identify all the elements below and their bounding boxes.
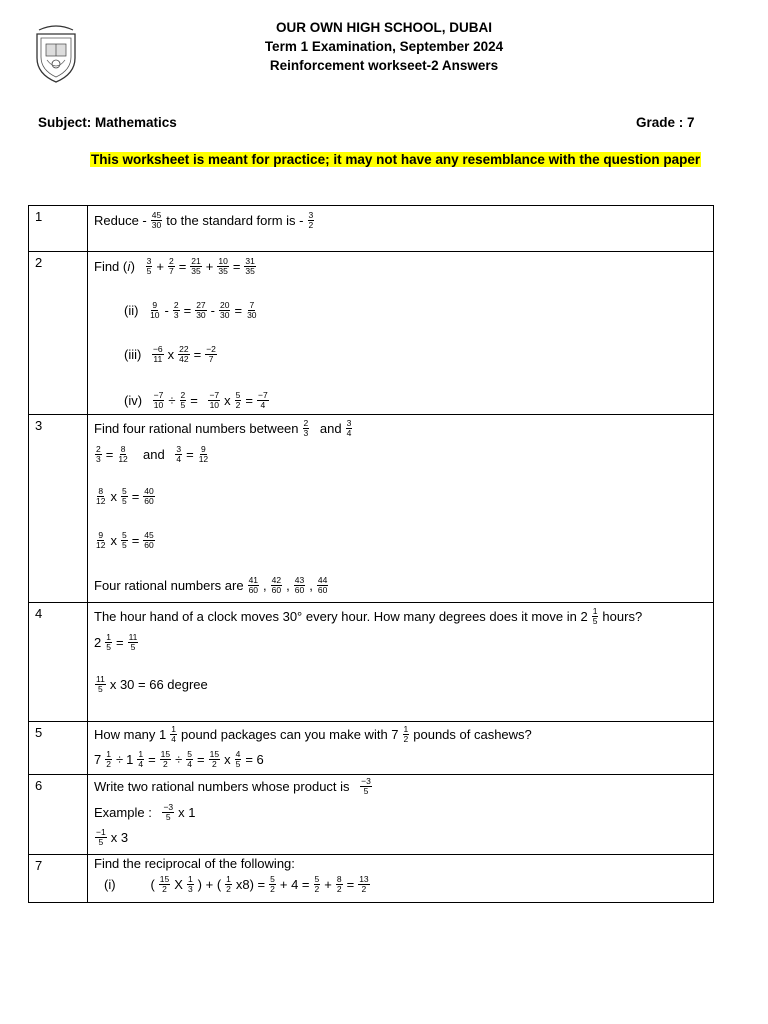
denominator: 3 <box>173 310 179 320</box>
numerator: 2 <box>303 418 309 428</box>
denominator: 2 <box>162 884 167 894</box>
numerator: 8 <box>98 486 104 496</box>
math-text: pound packages can you make with 7 <box>180 727 399 742</box>
fraction <box>175 445 182 464</box>
denominator: 5 <box>106 642 111 652</box>
numerator: 2 <box>180 390 186 400</box>
numerator: 1 <box>138 749 144 759</box>
fraction <box>152 345 164 364</box>
math-text: x <box>110 489 117 504</box>
subject-label: Subject: Mathematics <box>38 115 177 130</box>
q7-question <box>94 856 295 871</box>
math-text: = <box>148 752 156 767</box>
numerator: 9 <box>152 300 158 310</box>
math-text: Write two rational numbers whose product is <box>94 779 350 794</box>
denominator: 5 <box>592 616 598 626</box>
numerator: 10 <box>218 256 228 266</box>
numerator: 2 <box>173 300 179 310</box>
denominator: 11 <box>153 354 163 364</box>
numerator: 5 <box>314 874 320 884</box>
question-number: 3 <box>29 415 88 603</box>
q3-line-2 <box>94 445 210 464</box>
numerator: 2 <box>96 444 101 454</box>
math-text: = <box>346 877 355 892</box>
numerator: 22 <box>179 344 189 354</box>
fraction <box>95 487 106 506</box>
denominator: 60 <box>144 540 154 550</box>
math-text: Four rational numbers are <box>94 578 244 593</box>
numerator: 45 <box>144 530 154 540</box>
numerator: 9 <box>201 444 206 454</box>
denominator: 60 <box>317 585 328 595</box>
numerator: 2 <box>168 256 174 266</box>
denominator: 3 <box>303 428 309 438</box>
math-text: = <box>245 393 253 408</box>
school-name: OUR OWN HIGH SCHOOL, DUBAI <box>276 20 492 35</box>
question-row <box>29 855 714 903</box>
numerator: 11 <box>96 674 105 684</box>
math-text: + 4 = <box>279 877 310 892</box>
fraction <box>149 301 160 320</box>
numerator: 8 <box>336 874 342 884</box>
math-text: - <box>164 303 169 318</box>
denominator: 7 <box>208 354 214 364</box>
fraction <box>269 875 276 894</box>
denominator: 12 <box>198 454 209 464</box>
denominator: 4 <box>171 734 176 744</box>
numerator: 3 <box>308 210 314 220</box>
math-text: Find (𝑖) <box>94 258 135 274</box>
fraction <box>244 257 255 276</box>
math-text: x <box>110 533 117 548</box>
fraction <box>105 750 112 769</box>
question-row <box>29 415 714 603</box>
denominator: 5 <box>121 496 127 506</box>
math-text: x8) = <box>235 877 266 892</box>
math-text: x 3 <box>110 830 129 845</box>
denominator: 35 <box>191 266 201 276</box>
math-text: and <box>143 447 165 462</box>
math-text: (iii) <box>124 347 142 362</box>
denominator: 60 <box>294 585 305 595</box>
numerator: 44 <box>317 575 328 585</box>
math-text: ÷ <box>115 752 124 767</box>
numerator: 15 <box>160 749 171 759</box>
math-text: ÷ <box>175 752 183 767</box>
denominator: 10 <box>153 400 164 410</box>
fraction <box>198 445 209 464</box>
math-text: How many 1 <box>94 727 167 742</box>
fraction <box>186 750 193 769</box>
fraction <box>308 211 315 230</box>
fraction <box>95 531 106 550</box>
numerator: 20 <box>220 300 230 310</box>
denominator: 2 <box>211 759 217 769</box>
math-text: + <box>156 259 164 274</box>
fraction <box>314 875 321 894</box>
worksheet-title: Reinforcement workseet-2 Answers <box>269 58 499 73</box>
q5-answer <box>94 750 264 769</box>
denominator: 5 <box>98 684 103 694</box>
numerator: 3 <box>346 418 352 428</box>
q1-text-2: to the standard form is - <box>166 213 304 228</box>
denominator: 5 <box>121 540 127 550</box>
denominator: 10 <box>209 400 220 410</box>
denominator: 5 <box>146 266 152 276</box>
denominator: 2 <box>226 884 231 894</box>
numerator: 8 <box>120 444 126 454</box>
math-text: (ii) <box>124 303 139 318</box>
denominator: 5 <box>363 786 369 796</box>
fraction <box>180 391 187 410</box>
math-text: pounds of cashews? <box>413 727 532 742</box>
fraction <box>358 875 369 894</box>
q2-part-iii <box>124 345 218 364</box>
math-text: = <box>178 259 187 274</box>
math-text: 2 <box>94 635 102 650</box>
numerator: 15 <box>159 874 170 884</box>
math-text: = <box>115 635 124 650</box>
numerator: 21 <box>191 256 201 266</box>
numerator: 13 <box>359 874 369 884</box>
numerator: −7 <box>153 390 164 400</box>
fraction <box>303 419 310 438</box>
numerator: 5 <box>235 390 241 400</box>
answer-table <box>28 205 714 903</box>
q1-text: Reduce - <box>94 213 147 228</box>
question-row <box>29 206 714 252</box>
fraction <box>336 875 343 894</box>
math-text: ÷ <box>168 393 176 408</box>
fraction <box>95 828 107 847</box>
q3-question <box>94 419 353 438</box>
fraction <box>121 487 128 506</box>
math-text: x 1 <box>178 805 196 820</box>
fraction <box>235 391 242 410</box>
numerator: 4 <box>235 749 241 759</box>
numerator: 15 <box>209 749 220 759</box>
numerator: 7 <box>249 300 255 310</box>
numerator: 41 <box>248 575 259 585</box>
fraction <box>209 750 220 769</box>
math-text: 7 <box>94 752 102 767</box>
denominator: 10 <box>150 310 160 320</box>
exam-title: Term 1 Examination, September 2024 <box>264 39 504 54</box>
numerator: −3 <box>163 802 174 812</box>
fraction <box>294 576 305 595</box>
question-number: 2 <box>29 252 88 415</box>
denominator: 60 <box>248 585 259 595</box>
math-text: ( <box>150 877 155 892</box>
math-text: Example : <box>94 805 152 820</box>
fraction <box>95 675 106 694</box>
math-text: = <box>186 447 194 462</box>
denominator: 30 <box>220 310 230 320</box>
denominator: 2 <box>106 759 111 769</box>
q6-example <box>94 803 195 822</box>
math-text: = <box>232 259 241 274</box>
fraction <box>271 576 282 595</box>
fraction <box>205 345 217 364</box>
denominator: 2 <box>403 734 409 744</box>
question-number: 7 <box>29 855 88 903</box>
numerator: 3 <box>146 256 152 266</box>
math-text: + <box>324 877 332 892</box>
denominator: 12 <box>96 540 106 550</box>
numerator: 5 <box>270 874 275 884</box>
fraction <box>151 211 162 230</box>
fraction <box>117 445 128 464</box>
denominator: 30 <box>196 310 206 320</box>
question-row <box>29 252 714 415</box>
math-text: - <box>210 303 216 318</box>
math-text: hours? <box>602 609 643 624</box>
q6-question <box>94 777 373 796</box>
numerator: 40 <box>144 486 154 496</box>
numerator: 9 <box>98 530 104 540</box>
math-text: x <box>167 347 175 362</box>
fraction <box>195 301 206 320</box>
numerator: −2 <box>206 344 216 354</box>
numerator: 1 <box>171 724 176 734</box>
fraction <box>403 725 410 744</box>
math-text: Find four rational numbers between <box>94 421 299 436</box>
math-text: = 6 <box>245 752 264 767</box>
q6-example-2 <box>94 828 128 847</box>
denominator: 4 <box>138 759 144 769</box>
math-text: = <box>197 752 205 767</box>
fraction <box>137 750 144 769</box>
denominator: 30 <box>247 310 257 320</box>
numerator: 1 <box>226 874 231 884</box>
math-text: The hour hand of a clock moves 30° every hour. How many degrees does it move in 2 <box>94 609 588 624</box>
denominator: 12 <box>96 496 106 506</box>
denominator: 2 <box>163 759 168 769</box>
question-number: 1 <box>29 206 88 252</box>
denominator: 5 <box>165 812 171 822</box>
numerator: −7 <box>209 390 220 400</box>
math-text: and <box>319 421 342 436</box>
numerator: 45 <box>151 210 162 220</box>
question-number: 6 <box>29 775 88 855</box>
math-text: Find the reciprocal of the following: <box>94 856 295 871</box>
math-text: = <box>193 347 202 362</box>
denominator: 42 <box>179 354 189 364</box>
math-text: , <box>263 578 267 593</box>
denominator: 60 <box>271 585 282 595</box>
question-number: 5 <box>29 722 88 775</box>
numerator: 5 <box>121 530 127 540</box>
fraction <box>95 445 102 464</box>
fraction <box>360 777 372 796</box>
numerator: 1 <box>592 606 598 616</box>
math-text: x <box>224 393 231 408</box>
fraction <box>128 633 139 652</box>
q5-question <box>94 725 532 744</box>
q3-answer <box>94 576 329 595</box>
q4-question <box>94 607 642 626</box>
numerator: 31 <box>245 256 255 266</box>
denominator: 30 <box>151 220 162 230</box>
q4-answer <box>94 675 208 694</box>
q2-part-i <box>94 257 257 276</box>
denominator: 5 <box>130 642 136 652</box>
denominator: 2 <box>336 884 342 894</box>
numerator: −6 <box>152 344 163 354</box>
numerator: 5 <box>187 749 193 759</box>
math-text: x 30 = 66 degree <box>109 677 208 692</box>
fraction <box>168 257 175 276</box>
denominator: 7 <box>168 266 174 276</box>
denominator: 35 <box>218 266 228 276</box>
fraction <box>225 875 232 894</box>
numerator: 1 <box>106 632 111 642</box>
denominator: 3 <box>96 454 101 464</box>
fraction <box>235 750 242 769</box>
denominator: 12 <box>118 454 128 464</box>
fraction <box>105 633 112 652</box>
fraction <box>146 257 153 276</box>
question-row <box>29 603 714 722</box>
numerator: 5 <box>121 486 127 496</box>
fraction <box>143 531 154 550</box>
denominator: 2 <box>361 884 367 894</box>
numerator: 1 <box>187 874 193 884</box>
math-text: + <box>205 259 214 274</box>
fraction <box>159 875 170 894</box>
q7-part-i <box>104 875 371 894</box>
denominator: 5 <box>180 400 186 410</box>
math-text: 1 <box>126 752 134 767</box>
fraction <box>219 301 230 320</box>
denominator: 3 <box>187 884 193 894</box>
fraction <box>160 750 171 769</box>
fraction <box>173 301 180 320</box>
fraction <box>592 607 599 626</box>
math-text: = <box>131 489 140 504</box>
denominator: 2 <box>308 220 314 230</box>
q2-part-ii <box>124 301 259 320</box>
grade-label: Grade : 7 <box>636 115 695 130</box>
math-text: = <box>234 303 243 318</box>
math-text: X <box>174 877 183 892</box>
fraction <box>208 391 220 410</box>
denominator: 5 <box>98 837 104 847</box>
denominator: 5 <box>235 759 241 769</box>
q4-line-2 <box>94 633 139 652</box>
q2-part-iv <box>124 391 270 410</box>
math-text: x <box>224 752 231 767</box>
math-text: , <box>286 578 290 593</box>
numerator: −1 <box>96 827 106 837</box>
question-number: 4 <box>29 603 88 722</box>
math-text: (i) <box>104 877 116 892</box>
math-text: = <box>105 447 114 462</box>
numerator: −3 <box>361 776 371 786</box>
fraction <box>153 391 165 410</box>
denominator: 35 <box>245 266 255 276</box>
question-row <box>29 775 714 855</box>
math-text: = <box>131 533 140 548</box>
fraction <box>257 391 269 410</box>
fraction <box>317 576 328 595</box>
fraction <box>121 531 128 550</box>
fraction <box>170 725 177 744</box>
fraction <box>178 345 189 364</box>
math-text: = <box>190 393 198 408</box>
numerator: 1 <box>106 749 111 759</box>
numerator: 11 <box>128 632 138 642</box>
denominator: 60 <box>144 496 154 506</box>
fraction <box>346 419 353 438</box>
practice-note: This worksheet is meant for practice; it may not have any resemblance with the question paper <box>91 152 701 167</box>
denominator: 2 <box>235 400 241 410</box>
fraction <box>217 257 228 276</box>
denominator: 2 <box>270 884 275 894</box>
denominator: 4 <box>260 400 266 410</box>
denominator: 4 <box>346 428 352 438</box>
fraction <box>246 301 257 320</box>
question-row <box>29 722 714 775</box>
fraction <box>248 576 259 595</box>
numerator: −7 <box>258 390 268 400</box>
numerator: 42 <box>271 575 282 585</box>
denominator: 2 <box>314 884 320 894</box>
fraction <box>190 257 201 276</box>
q3-line-4 <box>94 531 156 550</box>
fraction <box>187 875 194 894</box>
math-text: (iv) <box>124 393 143 408</box>
math-text: = <box>183 303 192 318</box>
q3-line-3 <box>94 487 156 506</box>
denominator: 4 <box>176 454 182 464</box>
fraction <box>143 487 154 506</box>
math-text: ) + ( <box>197 877 222 892</box>
math-text: , <box>309 578 313 593</box>
numerator: 1 <box>403 724 409 734</box>
numerator: 43 <box>294 575 305 585</box>
numerator: 3 <box>176 444 182 454</box>
numerator: 27 <box>196 300 206 310</box>
denominator: 4 <box>187 759 193 769</box>
fraction <box>162 803 174 822</box>
